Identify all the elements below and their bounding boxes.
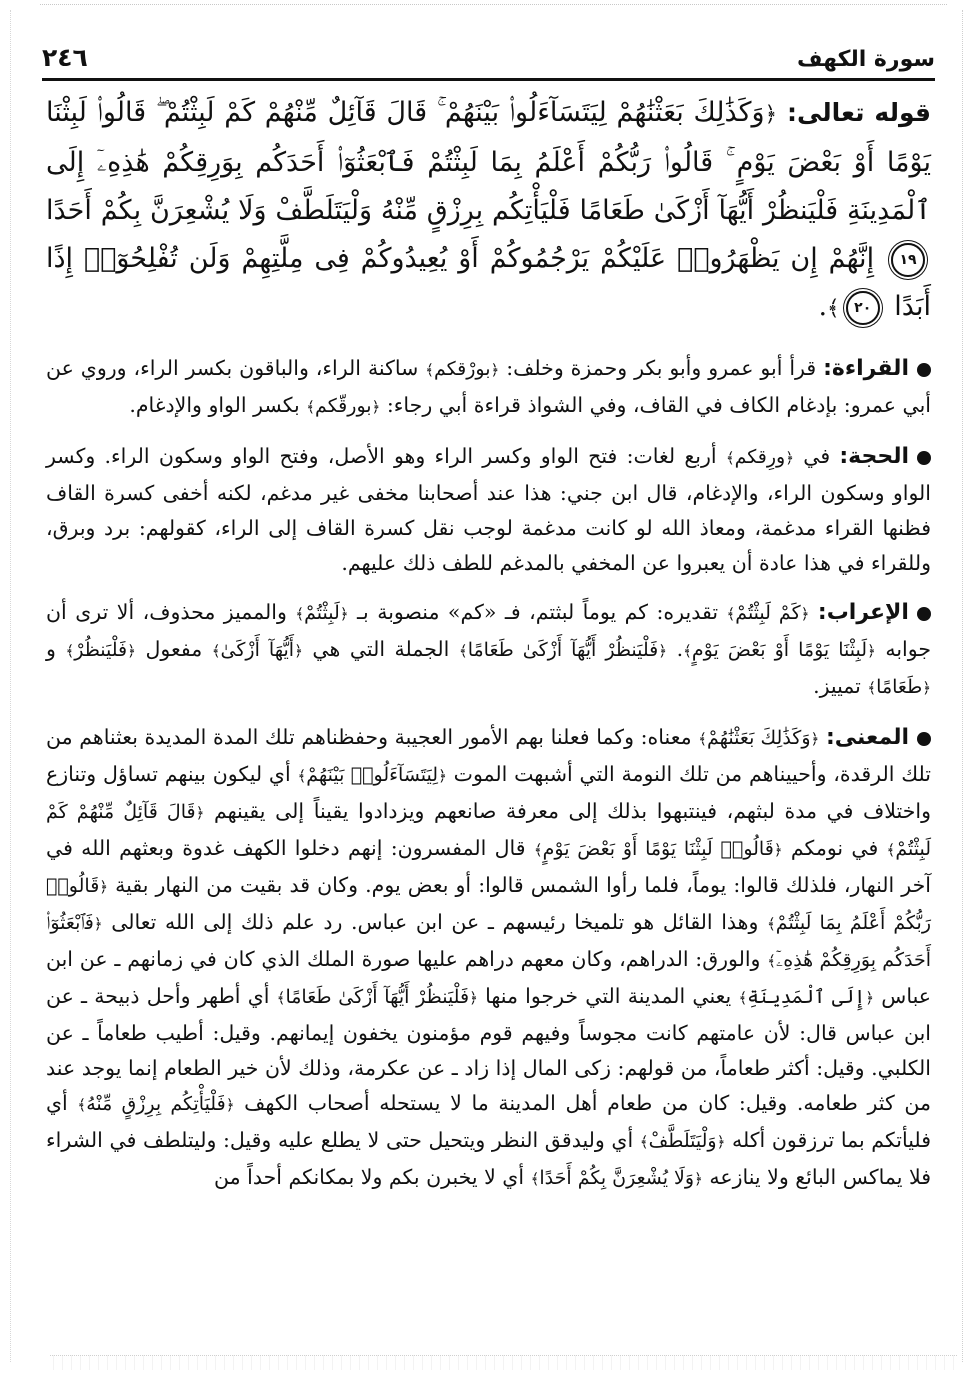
quran-quote: ﴿إِلَى ٱلْمَدِينَةِ﴾ [738, 986, 875, 1008]
section-title: القراءة: [823, 356, 909, 381]
ornate-close-bracket-icon: ﴾ [867, 679, 877, 697]
ornate-close-bracket-icon: ﴾ [683, 642, 692, 660]
ornate-open-bracket-icon: ﴿ [658, 642, 668, 660]
body-text: معناه: وكما فعلنا بهم الأمور العجيبة وحفظناهم تلك المدة المديدة بعثناهم من تلك الرقدة، وأحييناهم من تلك النومة التي أشبهت الموت [46, 725, 931, 786]
commentary-section [42, 720, 935, 1197]
ornate-open-bracket-icon: ﴿ [922, 679, 931, 697]
body-text: أي فليأتكم بما ترزقون أكله [46, 1091, 931, 1152]
scan-edge-top [40, 4, 947, 8]
ornate-close-bracket-icon: ﴾ [211, 642, 221, 660]
quran-quote: ﴿فَلْيَأْتِكُم بِرِزْقٍ مِّنْهُ﴾ [77, 1093, 235, 1115]
bullet-icon [917, 363, 931, 377]
body-text: . [667, 637, 684, 661]
ornate-close-bracket-icon: ﴾ [533, 841, 543, 859]
commentary-sections [42, 351, 935, 1197]
ornate-close-bracket-icon: ﴾ [276, 989, 286, 1007]
ornate-open-bracket-icon: ﴿ [773, 841, 783, 859]
scan-edge-bottom [50, 1355, 957, 1370]
quran-quote: ﴿لَبِثْنَا يَوْمًا أَوْ بَعْضَ يَوْمٍ﴾ [683, 639, 876, 661]
quran-quote: ﴿فَلْيَنظُرْ أَيُّهَآ أَزْكَىٰ طَعَامًا﴾ [458, 639, 668, 661]
ornate-open-bracket-icon: ﴿ [490, 361, 500, 379]
ornate-open-bracket-icon: ﴿ [99, 878, 109, 896]
body-text: أي ليكون بينهم تساؤل وتنازع واختلاف في مدة لبثهم، فينتبهوا بذلك إلى معرفة صانعهم ويزدادوا يقيناً إلى يقينهم [46, 762, 931, 823]
body-text: وهذا القائل هو تلميخا رئيسهم ـ عن ابن عباس. رد علم ذلك إلى الله تعالى [102, 910, 767, 934]
body-text: الجملة التي هي [302, 637, 459, 661]
ornate-open-bracket-icon: ﴿ [127, 642, 136, 660]
commentary-section [42, 439, 935, 581]
ornate-open-bracket-icon: ﴿ [93, 915, 103, 933]
ornate-open-bracket-icon: ﴿ [800, 605, 810, 623]
quran-quote: ﴿وَلْيَتَلَطَّفْ﴾ [639, 1130, 726, 1152]
scan-edge-right [961, 10, 963, 1362]
body-text: تقديره: كم يوماً لبثتم، فـ «كم» منصوبة بـ [348, 600, 727, 624]
quran-quote: ﴿وَلَا يُشْعِرَنَّ بِكُمْ أَحَدًا﴾ [530, 1167, 703, 1189]
quran-quote: ﴿فَلْيَنظُرْ﴾ [65, 639, 136, 661]
bullet-icon [917, 607, 931, 621]
quran-quote: ﴿قَالُوا۟ رَبُّكُمْ أَعْلَمُ بِمَا لَبِثْتُمْ﴾ [46, 875, 932, 934]
scan-edge-left [10, 10, 12, 1362]
body-text: والمميز محذوف، ألا ترى أن جوابه [46, 600, 932, 661]
ayah-number-medallion-icon: ١٩ [891, 243, 925, 277]
body-text: والورق: الدراهم، وكان معهم دراهم عليها صورة الملك الذي كان في زمانهم ـ عن ابن عباس [46, 947, 931, 1008]
body-text: قرأ أبو عمرو وأبو بكر وحمزة وخلف: [499, 356, 824, 380]
ornate-close-bracket-icon: ﴾ [886, 841, 896, 859]
ornate-close-bracket-icon: ﴾ [425, 361, 435, 379]
ornate-close-bracket-icon: ﴾ [698, 730, 708, 748]
ornate-close-bracket-icon: ﴾ [738, 989, 748, 1007]
ornate-open-bracket-icon: ﴿ [810, 730, 820, 748]
body-text [819, 725, 826, 749]
ornate-close-bracket-icon: ﴾ [530, 1170, 540, 1188]
body-text: أي لا يخبرن بكم ولا بمكانكم أحداً من [214, 1165, 531, 1189]
ornate-open-bracket-icon: ﴿ [225, 1096, 235, 1114]
quran-verse-block [42, 89, 935, 333]
quran-quote: ﴿كَمْ لَبِثْتُمْ﴾ [726, 602, 810, 624]
commentary-section [42, 351, 935, 425]
ornate-close-bracket-icon: ﴾ [767, 952, 777, 970]
section-title: المعنى: [825, 725, 909, 750]
ornate-open-bracket-icon: ﴿ [469, 989, 478, 1007]
quran-quote: ﴿وَكَذَٰلِكَ بَعَثْنَٰهُمْ﴾ [698, 727, 820, 749]
ornate-open-bracket-icon: ﴿ [294, 642, 303, 660]
quran-quote: ﴿قَالُوا۟ لَبِثْنَا يَوْمًا أَوْ بَعْضَ يَوْمٍ﴾ [533, 838, 783, 860]
body-text: أربع لغات: فتح الواو وكسر الراء وهو الأصل، وفتح الواو وسكون الراء. وكسر الواو وسكون الراء، والإدغام، قال ابن جني: هذا عند أصحابنا مخفى غير مدغم، لكنه أخفى كسرة القاف فظنها القراء مدغمة، ومعاذ الله لو كانت مدغمة لوجب نقل كسرة القاف إلى الراء، كقولهم: برد وبرق، وللقراء في هذا عادة أن يعبروا عن المخفي بالمدغم للطف ذلك عليهم. [46, 444, 931, 575]
quran-quote: ﴿فَٱبْعَثُوٓا۟ أَحَدَكُم بِوَرِقِكُمْ هَٰذِهِۦٓ﴾ [46, 912, 931, 971]
body-text: في [794, 444, 840, 468]
bullet-icon [917, 451, 931, 465]
ornate-close-bracket-icon: ﴾ [458, 642, 468, 660]
ornate-open-bracket-icon: ﴿ [694, 1170, 703, 1188]
ornate-close-bracket-icon: ﴾ [827, 296, 840, 321]
quran-quote: ﴿لِيَتَسَآءَلُوا۟ بَيْنَهُمْ﴾ [297, 764, 447, 786]
ornate-open-bracket-icon: ﴿ [764, 102, 778, 127]
body-text: بكسر الواو والإدغام. [129, 393, 307, 417]
body-text: في نومكم [782, 836, 887, 860]
ornate-close-bracket-icon: ﴾ [306, 398, 316, 416]
section-title: الإعراب: [817, 600, 909, 625]
section-title: الحجة: [839, 444, 909, 469]
body-text: و [46, 637, 66, 661]
ornate-open-bracket-icon: ﴿ [716, 1133, 726, 1151]
quran-quote: ﴿لَبِثْتُمْ﴾ [295, 602, 349, 624]
ornate-open-bracket-icon: ﴿ [438, 767, 447, 785]
ornate-close-bracket-icon: ﴾ [65, 642, 75, 660]
body-text: ساكنة الراء، والباقون بكسر الراء، وروي عن أبي عمرو: بإدغام الكاف في القاف، وفي الشواذ قراءة أبي رجاء: [46, 356, 931, 417]
ornate-close-bracket-icon: ﴾ [767, 915, 776, 933]
quran-quote: ﴿فَلْيَنظُرْ أَيُّهَآ أَزْكَىٰ طَعَامًا﴾ [276, 986, 478, 1008]
book-page [42, 40, 935, 1197]
quran-quote: ﴿قَالَ قَآئِلٌ مِّنْهُمْ كَمْ لَبِثْتُمْ﴾ [46, 801, 931, 860]
ornate-close-bracket-icon: ﴾ [639, 1133, 649, 1151]
ornate-close-bracket-icon: ﴾ [295, 605, 305, 623]
bullet-icon [917, 732, 931, 746]
body-text: يعني المدينة التي خرجوا منها [477, 984, 739, 1008]
commentary-section [42, 595, 935, 706]
surah-title: سورة الكهف [796, 47, 935, 72]
verse-text-part1: وَكَذَٰلِكَ بَعَثْنَٰهُمْ لِيَتَسَآءَلُوا۟ بَيْنَهُمْ ۚ قَالَ قَآئِلٌ مِّنْهُمْ كَمْ لَبِثْتُمْ ۖ قَالُوا۟ لَبِثْنَا يَوْمًا أَوْ بَعْضَ يَوْمٍ ۚ قَالُوا۟ رَبُّكُمْ أَعْلَمُ بِمَا لَبِثْتُمْ فَٱبْعَثُوٓا۟ أَحَدَكُم بِوَرِقِكُمْ هَٰذِهِۦٓ إِلَى ٱلْمَدِينَةِ فَلْيَنظُرْ أَيُّهَآ أَزْكَىٰ طَعَامًا فَلْيَأْتِكُم بِرِزْقٍ مِّنْهُ وَلْيَتَلَطَّفْ وَلَا يُشْعِرَنَّ بِكُمْ أَحَدًا [46, 97, 931, 226]
body-text: قال المفسرون: إنهم دخلوا الكهف غدوة وبعثهم الله في آخر النهار، فلذلك قالوا: يوماً، فلما رأوا الشمس قالوا: أو بعض يوم. وكان قد بقيت من النهار بقية [46, 836, 931, 897]
body-text [809, 600, 817, 624]
quran-quote: ﴿طَعَامًا﴾ [867, 676, 931, 698]
ornate-close-bracket-icon: ﴾ [77, 1096, 87, 1114]
verse-lead: قوله تعالى: [786, 98, 932, 127]
quran-quote: ﴿أَيُّهَآ أَزْكَىٰ﴾ [211, 639, 303, 661]
header-rule [42, 78, 935, 81]
verse-end-dot: . [818, 291, 828, 322]
ornate-open-bracket-icon: ﴿ [195, 804, 205, 822]
verse-text-part2: إِنَّهُمْ إِن يَظْهَرُوا۟ عَلَيْكُمْ يَرْجُمُوكُمْ أَوْ يُعِيدُوكُمْ فِى مِلَّتِهِمْ وَلَن تُفْلِحُوٓا۟ إِذًا أَبَدًا [46, 243, 931, 322]
ornate-close-bracket-icon: ﴾ [725, 449, 735, 467]
body-text: تمييز. [813, 674, 868, 698]
ornate-open-bracket-icon: ﴿ [339, 605, 349, 623]
ornate-open-bracket-icon: ﴿ [865, 989, 875, 1007]
body-text: مفعول [135, 637, 212, 661]
quran-quote: ﴿بورقّكم﴾ [306, 395, 381, 417]
ornate-close-bracket-icon: ﴾ [726, 605, 736, 623]
ayah-number-medallion-icon: ٢٠ [846, 291, 880, 325]
ornate-open-bracket-icon: ﴿ [371, 398, 381, 416]
running-header [42, 40, 935, 76]
page-number: ٢٤٦ [42, 43, 88, 72]
ornate-open-bracket-icon: ﴿ [867, 642, 876, 660]
body-text: أي أطهر وأحل ذبيحة ـ عن ابن عباس قال: لأن عامتهم كانت مجوساً وفيهم قوم مؤمنون يخفون إيمانهم. وقيل: أطيب طعاماً ـ عن الكلبي. وقيل: أكثر طعاماً، من قولهم: زكى المال إذا زاد ـ عن عكرمة، وذلك لأن خير الطعام إنما يوجد عند من كثر طعامه. وقيل: كان من طعام أهل المدينة ما لا يستحله أصحاب الكهف [46, 984, 931, 1115]
ornate-open-bracket-icon: ﴿ [785, 449, 794, 467]
ornate-close-bracket-icon: ﴾ [297, 767, 307, 785]
quran-quote: ﴿بورْقكم﴾ [425, 358, 500, 380]
body-text: أي وليدقق النظر ويتحيل حتى لا يطلع عليه وقيل: وليتلطف في الشراء فلا يماكس البائع ولا ينازعه [46, 1128, 931, 1189]
quran-quote: ﴿ورِقكم﴾ [725, 446, 794, 468]
